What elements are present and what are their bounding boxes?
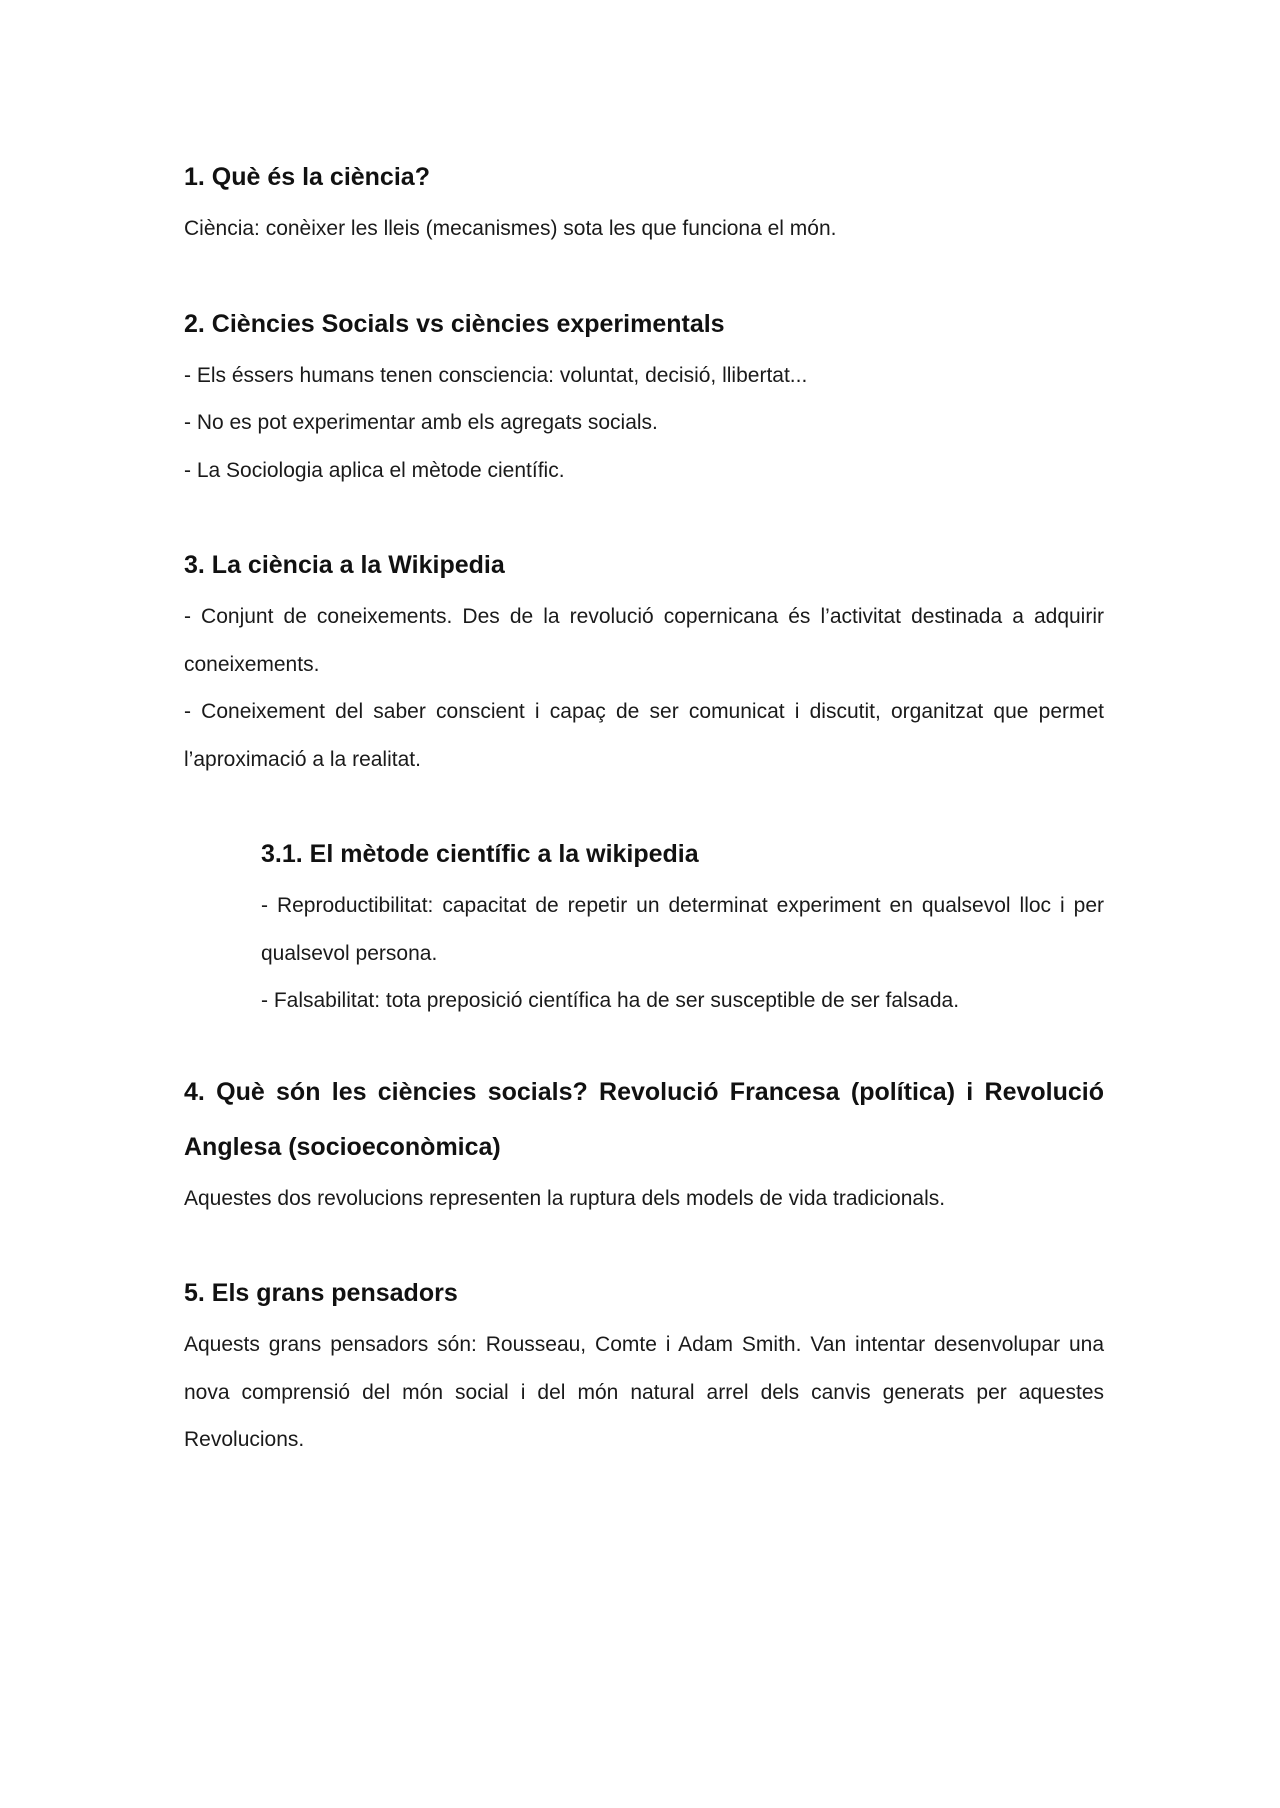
section-3-1-paragraph-2: - Falsabilitat: tota preposició científica ha de ser susceptible de ser falsada.: [261, 989, 960, 1012]
spacer: [184, 253, 1104, 297]
section-3-1-paragraph-1: - Reproductibilitat: capacitat de repetir un determinat experiment en qualsevol lloc i per qualsevol persona.: [261, 894, 1104, 965]
section-2-heading: 2. Ciències Socials vs ciències experimentals: [184, 309, 725, 338]
spacer: [184, 1222, 1104, 1266]
spacer: [184, 1025, 1104, 1065]
spacer: [184, 783, 1104, 827]
section-4-paragraph-1: Aquestes dos revolucions representen la ruptura dels models de vida tradicionals.: [184, 1186, 946, 1210]
section-3-paragraph-1: - Conjunt de coneixements. Des de la revolució copernicana és l’activitat destinada a adquirir coneixements.: [184, 605, 1104, 676]
section-3: [184, 538, 1104, 783]
section-3-paragraph-2: - Coneixement del saber conscient i capaç de ser comunicat i discutit, organitzat que permet l’aproximació a la realitat.: [184, 700, 1104, 771]
section-4: [184, 1065, 1104, 1223]
section-3-1: [184, 827, 1104, 1025]
section-2-paragraph-3: - La Sociologia aplica el mètode científic.: [184, 458, 565, 482]
section-2-paragraph-1: - Els éssers humans tenen consciencia: voluntat, decisió, llibertat...: [184, 363, 808, 387]
section-1: [184, 150, 1104, 253]
section-3-heading: 3. La ciència a la Wikipedia: [184, 551, 505, 579]
section-4-heading: 4. Què són les ciències socials? Revolució Francesa (política) i Revolució Anglesa (socioeconòmica): [184, 1077, 1104, 1161]
section-2: [184, 297, 1104, 495]
spacer: [184, 494, 1104, 538]
section-3-1-heading: 3.1. El mètode científic a la wikipedia: [261, 840, 699, 868]
section-5-heading: 5. Els grans pensadors: [184, 1279, 458, 1307]
section-2-paragraph-2: - No es pot experimentar amb els agregats socials.: [184, 411, 658, 434]
section-5: [184, 1266, 1104, 1464]
document-body: [184, 150, 1104, 1464]
section-5-paragraph-1: Aquests grans pensadors són: Rousseau, Comte i Adam Smith. Van intentar desenvolupar una nova comprensió del món social i del món natural arrel dels canvis generats per aquestes Revolucions.: [184, 1333, 1104, 1451]
section-1-paragraph-1: Ciència: conèixer les lleis (mecanismes) sota les que funciona el món.: [184, 217, 837, 240]
section-1-heading: 1. Què és la ciència?: [184, 163, 430, 191]
